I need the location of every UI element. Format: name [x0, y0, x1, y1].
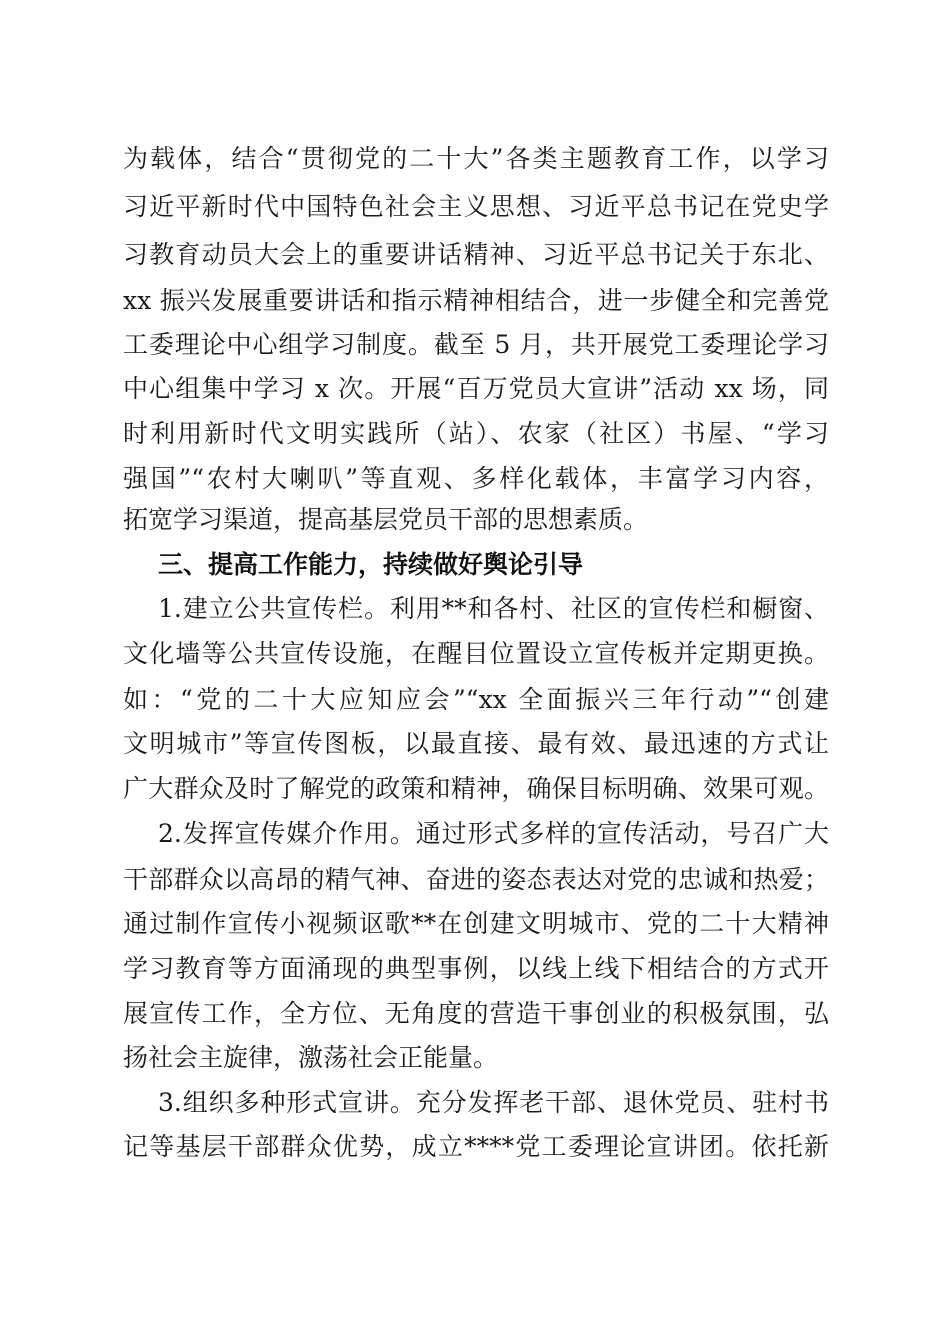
paragraph-line: 为载体，结合“贯彻党的二十大”各类主题教育工作，以学习 [123, 144, 829, 173]
paragraph-line: 习教育动员大会上的重要讲话精神、习近平总书记关于东北、 [123, 240, 829, 269]
paragraph-line: 通过制作宣传小视频讴歌**在创建文明城市、党的二十大精神 [123, 909, 829, 938]
section-heading: 三、提高工作能力，持续做好舆论引导 [158, 550, 584, 579]
paragraph-line: 习近平新时代中国特色社会主义思想、习近平总书记在党史学 [123, 192, 829, 221]
paragraph-line: 记等基层干部群众优势，成立****党工委理论宣讲团。依托新 [123, 1132, 829, 1161]
paragraph-line: 扬社会主旋律，激荡社会正能量。 [123, 1043, 499, 1072]
paragraph-line: 文明城市”等宣传图板，以最直接、最有效、最迅速的方式让 [123, 729, 829, 758]
paragraph-line: 时利用新时代文明实践所（站）、农家（社区）书屋、“学习 [123, 419, 829, 448]
paragraph-line: 干部群众以高昂的精气神、奋进的姿态表达对党的忠诚和热爱； [123, 865, 829, 894]
paragraph-line: 中心组集中学习 x 次。开展“百万党员大宣讲”活动 xx 场，同 [123, 374, 829, 403]
paragraph-line: 文化墙等公共宣传设施，在醒目位置设立宣传板并定期更换。 [123, 639, 829, 668]
paragraph-line: 如：“党的二十大应知应会”“xx 全面振兴三年行动”“创建 [123, 685, 829, 714]
paragraph-line: 学习教育等方面涌现的典型事例，以线上线下相结合的方式开 [123, 954, 829, 983]
paragraph-line: 3.组织多种形式宣讲。充分发挥老干部、退休党员、驻村书 [158, 1088, 829, 1117]
paragraph-line: 强国”“农村大喇叭”等直观、多样化载体，丰富学习内容， [123, 464, 829, 493]
paragraph-line: 工委理论中心组学习制度。截至 5 月，共开展党工委理论学习 [123, 330, 829, 359]
paragraph-line: xx 振兴发展重要讲话和指示精神相结合，进一步健全和完善党 [123, 286, 829, 315]
paragraph-line: 展宣传工作，全方位、无角度的营造干事创业的积极氛围，弘 [123, 999, 829, 1028]
paragraph-line: 拓宽学习渠道，提高基层党员干部的思想素质。 [123, 505, 649, 534]
paragraph-line: 广大群众及时了解党的政策和精神，确保目标明确、效果可观。 [123, 774, 829, 803]
paragraph-line: 1.建立公共宣传栏。利用**和各村、社区的宣传栏和橱窗、 [158, 594, 829, 623]
paragraph-line: 2.发挥宣传媒介作用。通过形式多样的宣传活动，号召广大 [158, 819, 829, 848]
